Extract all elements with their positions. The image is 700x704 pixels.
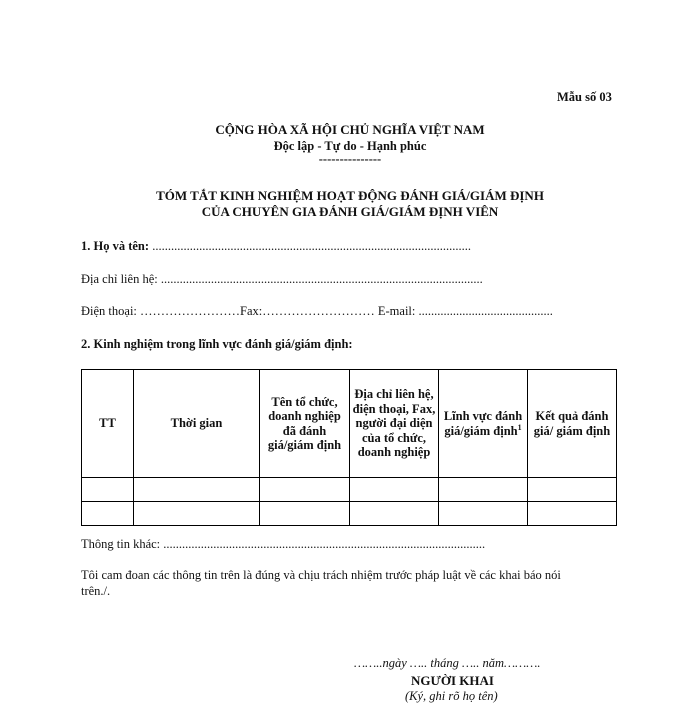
col-header-result: Kết quả đánh giá/ giám định [528, 370, 617, 478]
other-info-field [81, 537, 485, 552]
declaration-line2: trên./. [81, 584, 111, 598]
table-cell[interactable] [528, 502, 617, 526]
table-cell[interactable] [260, 478, 350, 502]
email-dots: ........................................... [418, 304, 553, 318]
col-header-tt: TT [82, 370, 134, 478]
fax-dots: ……………………… [262, 304, 375, 318]
form-number: Mẫu số 03 [557, 90, 612, 104]
phone-dots: …………………… [140, 304, 241, 318]
table-row [82, 478, 617, 502]
other-info-label: Thông tin khác: [81, 537, 161, 551]
signature-note: (Ký, ghi rõ họ tên) [405, 689, 498, 703]
header-separator: --------------- [318, 152, 382, 166]
email-label: E-mail: [377, 304, 416, 318]
phone-label: Điện thoại: [81, 304, 137, 318]
table-cell[interactable] [82, 478, 134, 502]
national-motto: Độc lập - Tự do - Hạnh phúc [273, 139, 427, 153]
signature-date-line: ……..ngày ….. tháng ….. năm………. [354, 656, 541, 670]
other-info-dots: ....................................................................................................... [163, 537, 486, 551]
document-title-line1: TÓM TẮT KINH NGHIỆM HOẠT ĐỘNG ĐÁNH GIÁ/GIÁM ĐỊNH [156, 188, 544, 203]
table-cell[interactable] [260, 502, 350, 526]
col-header-field-text: Lĩnh vực đánh giá/giám định [443, 409, 523, 438]
table-cell[interactable] [350, 502, 439, 526]
address-label: Địa chỉ liên hệ: [81, 272, 158, 286]
name-dots: ...................................................................................................... [152, 239, 471, 253]
table-cell[interactable] [82, 502, 134, 526]
table-header-row [82, 370, 617, 478]
signature-role: NGƯỜI KHAI [411, 673, 494, 688]
table-row [82, 502, 617, 526]
table-cell[interactable] [439, 478, 528, 502]
name-label: 1. Họ và tên: [81, 239, 150, 253]
address-field [81, 272, 483, 287]
table-cell[interactable] [134, 478, 260, 502]
declaration-line1: Tôi cam đoan các thông tin trên là đúng và chịu trách nhiệm trước pháp luật về các khai báo nói [81, 568, 561, 582]
col-header-organization: Tên tổ chức, doanh nghiệp đã đánh giá/giám định [260, 370, 350, 478]
country-name: CỘNG HÒA XÃ HỘI CHỦ NGHĨA VIỆT NAM [215, 122, 485, 137]
table-cell[interactable] [439, 502, 528, 526]
experience-table [81, 369, 617, 526]
footnote-mark: 1 [517, 422, 522, 432]
name-field [81, 239, 471, 254]
col-header-time: Thời gian [134, 370, 260, 478]
table-cell[interactable] [134, 502, 260, 526]
fax-label: Fax: [240, 304, 263, 318]
col-header-field [439, 370, 528, 478]
table-cell[interactable] [350, 478, 439, 502]
section2-title: 2. Kinh nghiệm trong lĩnh vực đánh giá/giám định: [81, 337, 353, 351]
contact-field [81, 304, 553, 319]
col-header-contact: Địa chỉ liên hệ, điện thoại, Fax, người đại diện của tổ chức, doanh nghiệp [350, 370, 439, 478]
document-title-line2: CỦA CHUYÊN GIA ĐÁNH GIÁ/GIÁM ĐỊNH VIÊN [201, 204, 499, 219]
address-dots: ....................................................................................................... [160, 272, 483, 286]
table-cell[interactable] [528, 478, 617, 502]
